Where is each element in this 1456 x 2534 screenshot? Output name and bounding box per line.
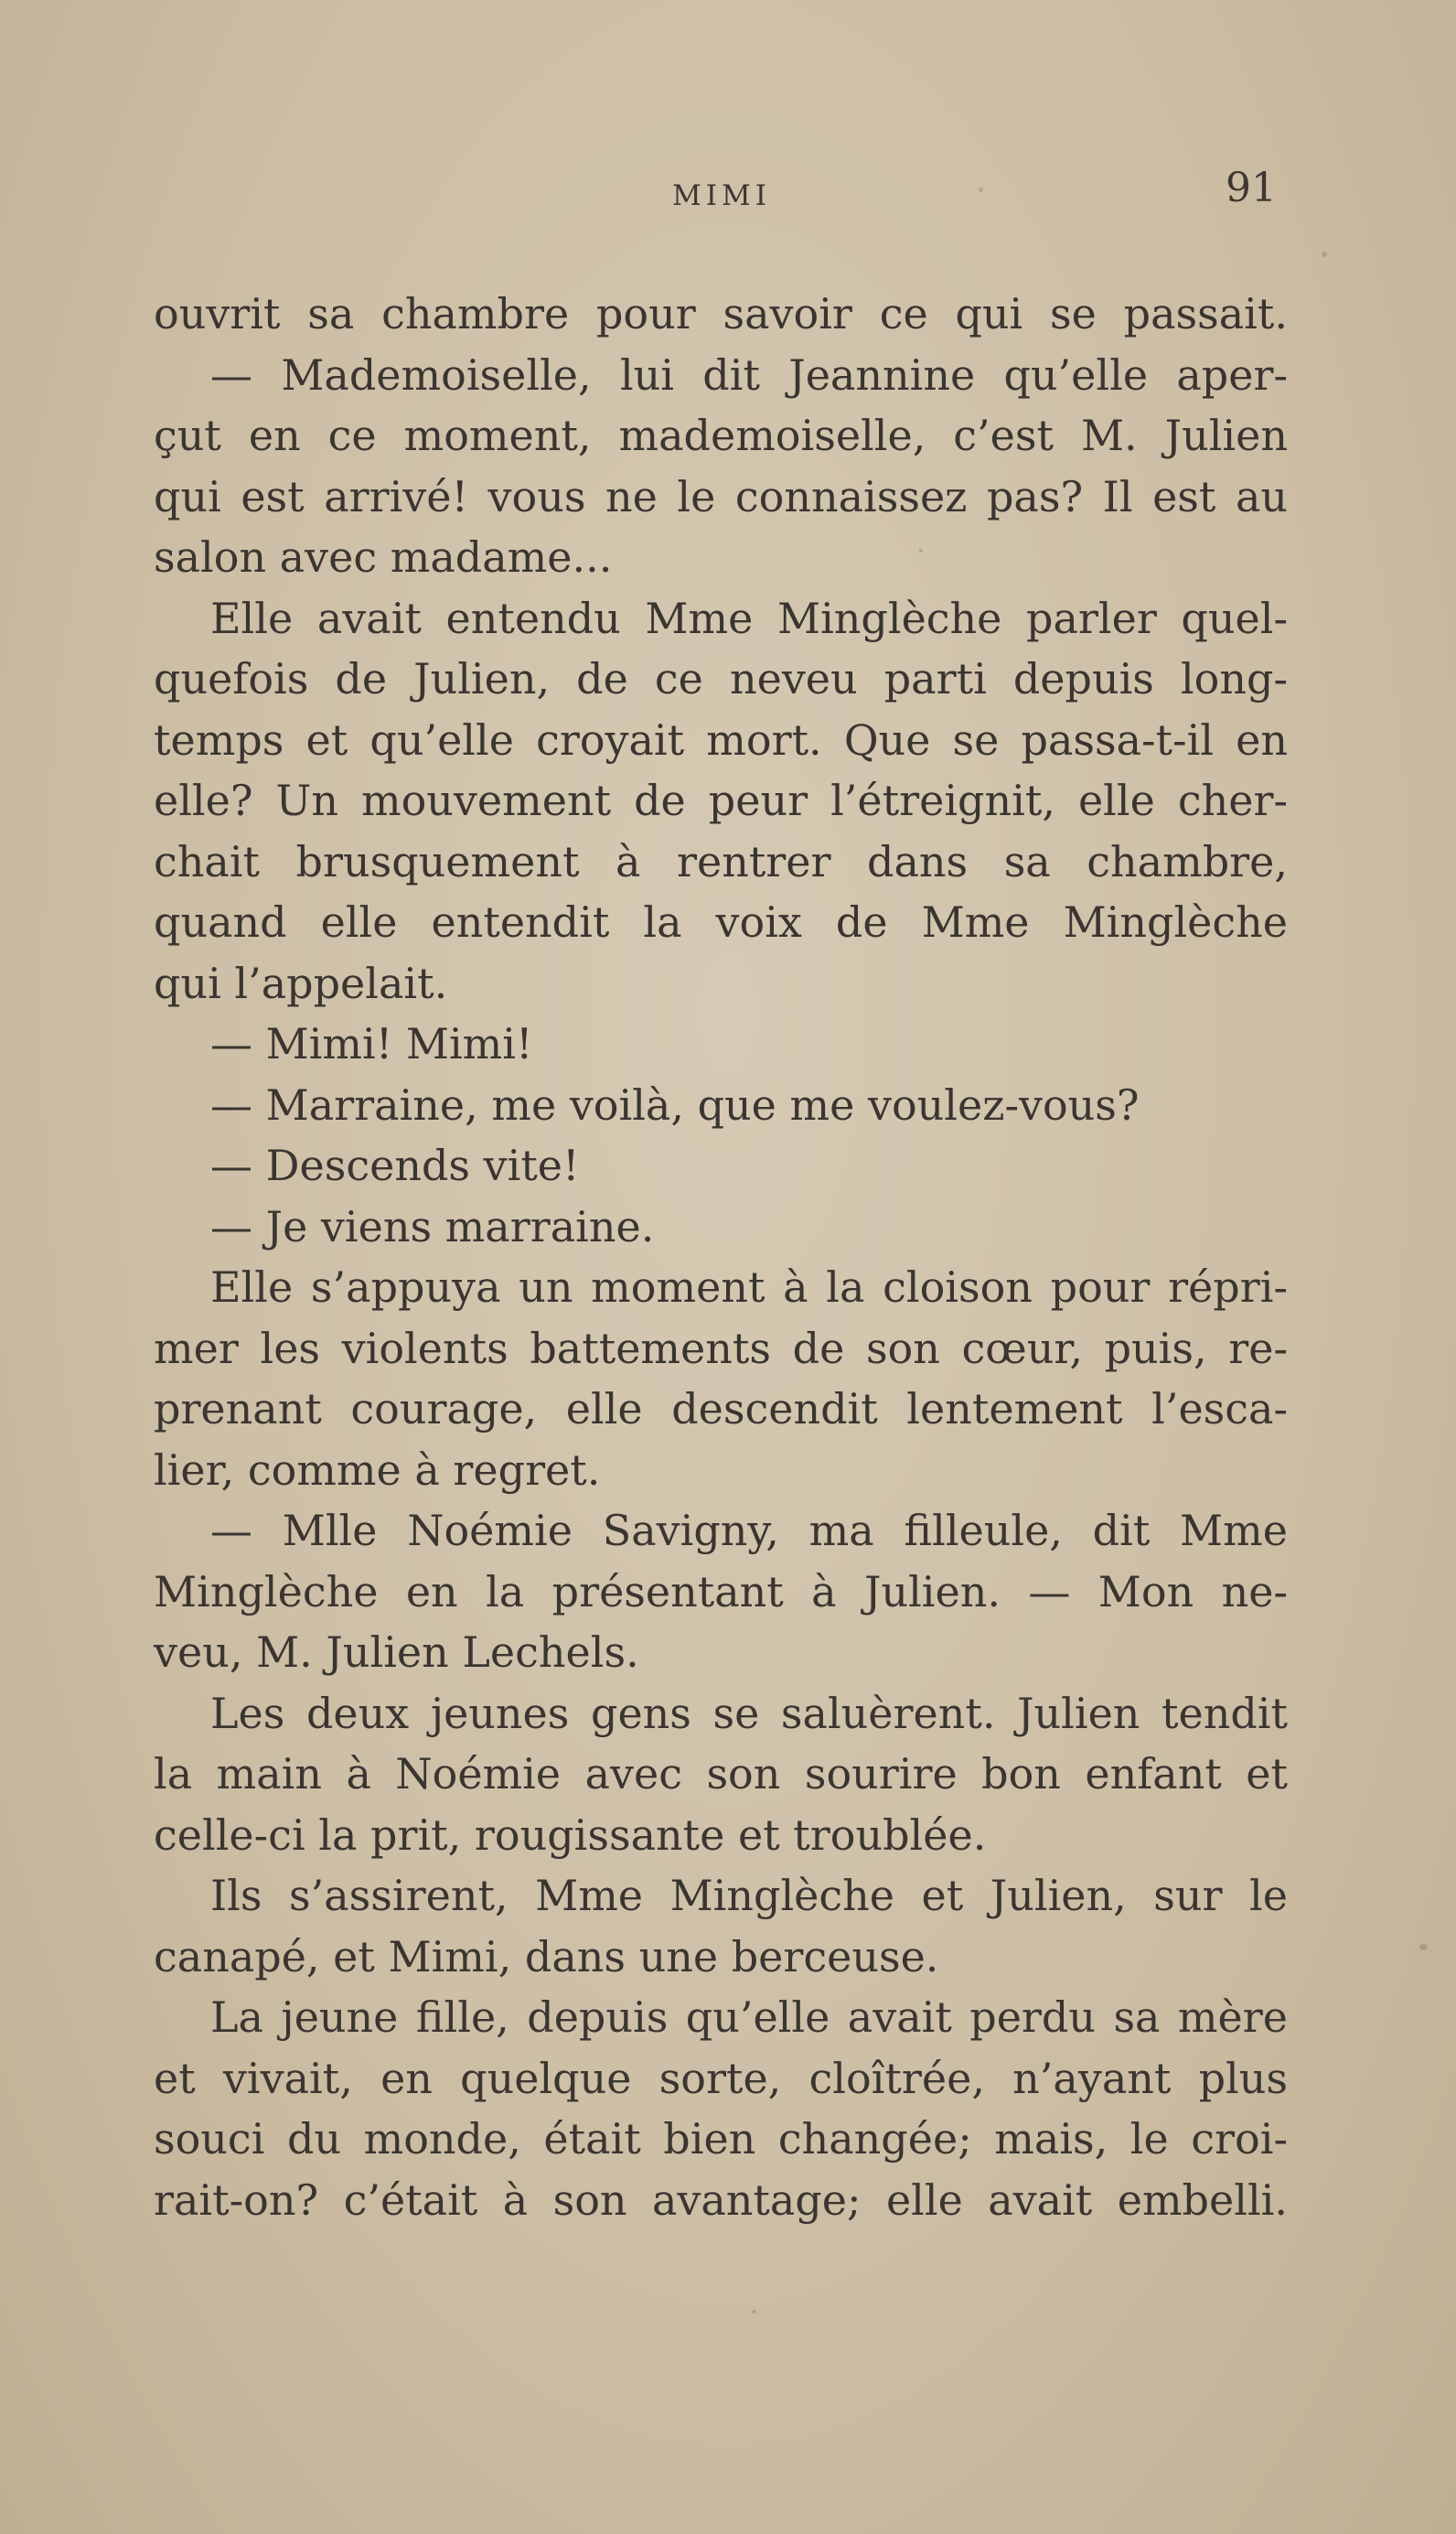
- running-title: MIMI: [672, 179, 771, 212]
- text-line: çut en ce moment, mademoiselle, c’est M. Julien: [154, 411, 1288, 460]
- page-number: 91: [1226, 165, 1277, 211]
- text-line: la main à Noémie avec son sourire bon enfant et: [154, 1749, 1288, 1798]
- text-line: et vivait, en quelque sorte, cloîtrée, n’ayant plus: [154, 2053, 1288, 2103]
- text-line: lier, comme à regret.: [154, 1444, 601, 1495]
- paper-speck: [1419, 1944, 1428, 1950]
- text-line: celle-ci la prit, rougissante et troublée.: [154, 1809, 987, 1860]
- text-line: Les deux jeunes gens se saluèrent. Julien tendit: [210, 1688, 1288, 1738]
- text-line: quand elle entendit la voix de Mme Minglèche: [154, 897, 1288, 947]
- text-line: veu, M. Julien Lechels.: [154, 1627, 639, 1677]
- text-line: — Marraine, me voilà, que me voulez-vous?: [210, 1079, 1140, 1130]
- text-line: Elle s’appuya un moment à la cloison pour répri-: [210, 1262, 1288, 1312]
- text-line: salon avec madame...: [154, 532, 613, 582]
- text-line: — Descends vite!: [210, 1141, 580, 1190]
- paper-speck: [752, 2310, 756, 2314]
- text-line: — Mademoiselle, lui dit Jeannine qu’elle aper-: [210, 349, 1288, 400]
- text-line: temps et qu’elle croyait mort. Que se passa-t-il en: [154, 714, 1288, 765]
- text-line: rait-on? c’était à son avantage; elle avait embelli.: [154, 2174, 1288, 2225]
- text-line: Elle avait entendu Mme Minglèche parler quel-: [210, 593, 1288, 643]
- paper-speck: [919, 549, 923, 553]
- text-line: — Mlle Noémie Savigny, ma filleule, dit Mme: [210, 1506, 1288, 1555]
- paper-speck: [979, 188, 983, 192]
- text-line: qui l’appelait.: [154, 958, 448, 1008]
- text-line: qui est arrivé! vous ne le connaissez pas? Il est au: [154, 471, 1288, 521]
- text-line: chait brusquement à rentrer dans sa chambre,: [154, 836, 1288, 886]
- text-line: La jeune fille, depuis qu’elle avait perdu sa mère: [210, 1992, 1288, 2042]
- text-line: — Mimi! Mimi!: [210, 1019, 533, 1068]
- text-line: canapé, et Mimi, dans une berceuse.: [154, 1931, 939, 1981]
- text-line: mer les violents battements de son cœur, puis, re-: [154, 1323, 1288, 1373]
- paper-speck: [1322, 252, 1327, 257]
- text-line: ouvrit sa chambre pour savoir ce qui se passait.: [154, 289, 1288, 338]
- text-line: quefois de Julien, de ce neveu parti depuis long-: [154, 654, 1288, 703]
- text-line: Minglèche en la présentant à Julien. — Mon ne-: [154, 1566, 1288, 1616]
- body-text: [154, 284, 1288, 2230]
- text-line: prenant courage, elle descendit lentement l’esca-: [154, 1384, 1288, 1433]
- text-line: elle? Un mouvement de peur l’étreignit, elle cher-: [154, 776, 1288, 825]
- page-header: [0, 165, 1456, 229]
- text-line: Ils s’assirent, Mme Minglèche et Julien, sur le: [210, 1871, 1288, 1920]
- text-line: — Je viens marraine.: [210, 1201, 655, 1251]
- text-line: souci du monde, était bien changée; mais, le croi-: [154, 2114, 1288, 2164]
